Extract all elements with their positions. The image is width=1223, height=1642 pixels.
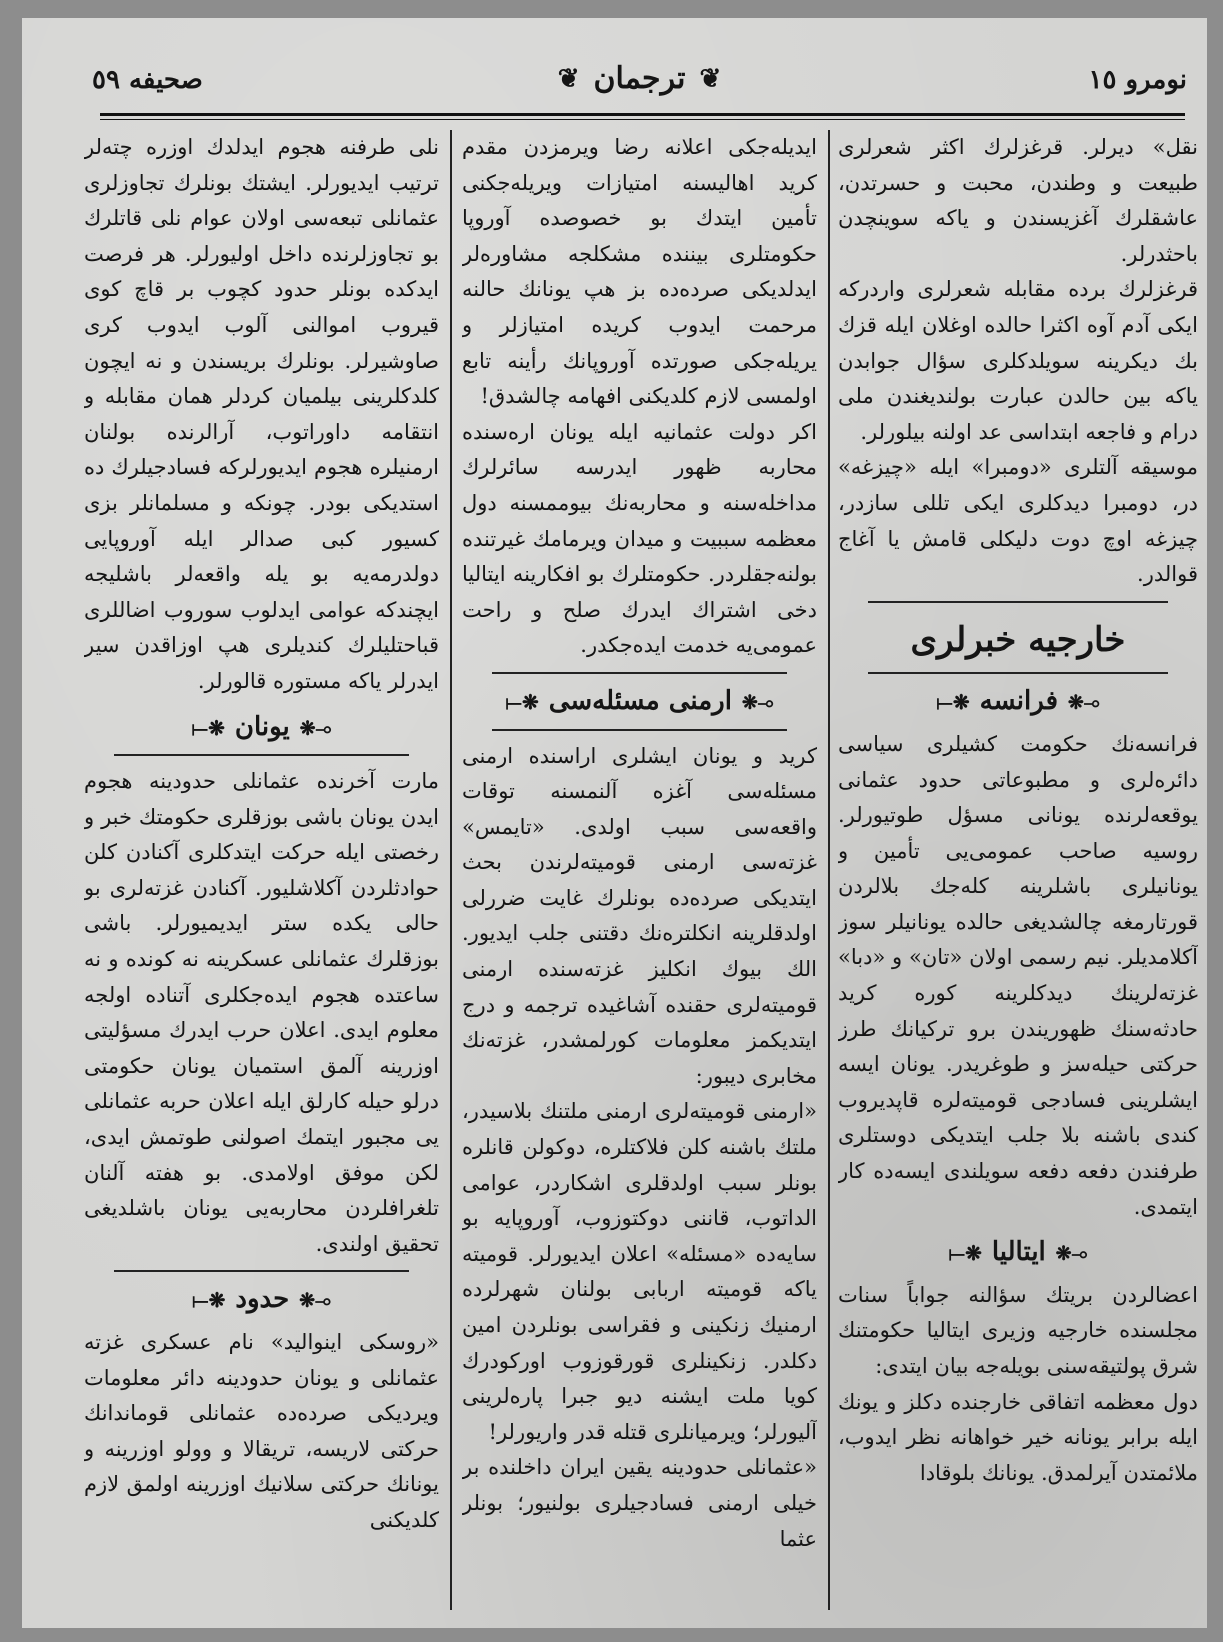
column-divider: [450, 130, 452, 1610]
column-divider: [828, 130, 830, 1610]
paragraph: مارت آخرنده عثمانلی حدودینه هجوم ایدن یونان باشی بوزقلری حكومتك خبر و رخصتی ایله حركت ایتدكلری آكنادن كلن حوادثلردن آكلاشلیور. آكنادن غزته‌لری بو حالی یكده ستر ایدیمیورلر. باشی بوزقلرك عثمانلی عسكرینه نه كونده و نه ساعتده هجوم ایده‌جكلری آتناده اولجه معلوم ایدی. اعلان حرب ایدرك مسؤلیتی اوزرینه آلمق استمیان یونان حكومتی درلو حیله كارلق ایله اعلان حربه عثمانلی یی مجبور ایتمك اصولنی طوتمش ایدی، لكن موفق اولامدی. بو هفته آلنان تلغرافلردن محاربه‌یی یونان باشلدیغی تحقیق اولندی.: [84, 769, 439, 1256]
ornament-icon: ⟜❋: [299, 715, 332, 740]
header-rule: [100, 113, 1185, 116]
ornament-icon: ⟜❋: [1068, 690, 1100, 715]
paragraph: فرانسه‌نك حكومت كشیلری سیاسی دائره‌لری و مطبوعاتی حدود عثمانی یوقعه‌لرنده یونانی مسؤل طوتیورلر. روسیه صاحب عمومی‌یی تأمین و یونانیلری باشلرینه كله‌جك بلالردن قورتارمغه چالشدیغی حالده یونانیلر سوز آكلامدیلر. نیم رسمی اولان «تان» و «دبا» غزته‌لرینك دیدكلرینه كوره كرید حادثه‌سنك ظهوریندن برو تركیانك طرز حركتی حیله‌سز و طوغریدر. یونان ایسه ایشلرینی فسادجی قومیته‌لره قاپدیروب كندی باشنه بلا جلب ایتدیكی دوستلری طرفندن دفعه دفعه سویلندی ایسه‌ده كار ایتمدی.: [838, 731, 1198, 1219]
ornament-icon: ❋⟞: [192, 1288, 226, 1313]
newspaper-page: [22, 18, 1207, 1628]
paragraph: اكر دولت عثمانیه ایله یونان اره‌سنده محاربه ظهور ایدرسه سائرلرك مداخله‌سنه و محاربه‌نك بیوممسنه دول معظمه سببیت و میدان ویرمامك غیرتنده بولنه‌جقلردر. حكومتلرك بو افكارینه ایتالیا دخی اشتراك ایدرك صلح و راحت عمومی‌یه خدمت ایده‌جكدر.: [462, 419, 817, 658]
section-rule: [114, 1270, 409, 1272]
paragraph: «ارمنی قومیته‌لری ارمنی ملتنك بلاسیدر، ملتك باشنه كلن فلاكتلره، دوكولن قانلره بونلر سبب اولدقلری اشكاردر، عوامی الداتوب، قاننی دوكتوزوب، آوروپایه بو سایه‌ده «مسئله» اعلان ایدیورلر. قومیته یاكه قومیته اربابی بولنان شهرلرده ارمنیك زنكینی و فقراسی بونلردن امین دكلدر. زنكینلری قورقوزوب اوركودرك كویا ملت ایشنه دیو جبرا پاره‌لرینی آلیورلر؛ ویرمیانلری قتله قدر واریورلر!: [462, 1099, 817, 1444]
paragraph: اعضالردن بریتك سؤالنه جواباً سنات مجلسنده خارجیه وزیری ایتالیا حكومتنك شرق پولتیقه‌سنی بویله‌جه بیان ایتدی:: [838, 1282, 1198, 1378]
paragraph: موسیقه آلتلری «دومبرا» ایله «چیزغه» در، دومبرا دیدكلری ایكی تللی سازدر، چیزغه اوچ دوت دلیكلی قامش یا آغاج قوالدر.: [838, 455, 1198, 587]
page-header: [92, 53, 1187, 113]
ornament-icon: ❋⟞: [505, 689, 539, 714]
page-number: صحیفه ٥٩: [92, 65, 203, 95]
section-rule: [492, 672, 787, 674]
ornament-icon: ❋⟞: [191, 715, 225, 740]
paragraph: ایدیله‌جكی اعلانه رضا ویرمزدن مقدم كرید اهالیسنه امتیازات ویریله‌جكنی تأمین ایتدك بو خصوصده آوروپا حكومتلری بیننده مشكلجه مشاوره‌لر ایدلدیكی صرده‌ده بز هپ یونانك حالنه مرحمت ایدوب كریده امتیازلر و یریله‌جكی صورتده آوروپانك رأینه تابع اولمسی لازم كلدیكنی افهامه چالشدق!: [462, 135, 817, 409]
subheading-armenian-question: ⟜❋ارمنی مسئله‌سی❋⟞: [505, 685, 774, 716]
section-heading: خارجیه خبرلری: [910, 619, 1126, 660]
paragraph: نلی طرفنه هجوم ایدلدك اوزره چته‌لر ترتیب ایدیورلر. ایشتك بونلرك تجاوزلری عثمانلی تبعه‌سی اولان عوام نلی قاتلرك بو تجاوزلرنده داخل اولیورلر. هر فرصت ایدكده بونلر حدود كچوب بر قاچ كوی قیروب اموالنی آلوب ایدوب كری صاوشیرلر. بونلرك بریسندن و نه ایچون كلدكلرینی بیلمیان كردلر همان مقابله و انتقامه داوراتوب، آرالرنده بولنان ارمنیلره هجوم ایدیورلركه فسادجیلرك ده استدیكی بودر. چونكه و مسلمانلر بزی كسیور كبی صدالر ایله آوروپایی دولدرمه‌یه بو یله واقعه‌لر باشلیجه ایچندكه عوامی ایدلوب سوروب اضاللری قباحتلیلرك كندیلری هپ اوزاقدن سیر ایدرلر یاكه مستوره قالورلر.: [84, 135, 439, 693]
ornament-icon: ⟜❋: [741, 689, 774, 714]
ornament-icon: ⟜❋: [299, 1288, 331, 1313]
ornament-left-icon: ❦: [557, 63, 580, 94]
ornament-icon: ⟜❋: [1055, 1241, 1088, 1266]
section-rule: [492, 729, 787, 731]
paragraph: دول معظمه اتفاقی خارجنده دكلز و یونك ایله برابر یونانه خیر خواهانه نظر ایدوب، ملائمتدن آیرلمدق. یونانك بلوقادا: [838, 1389, 1198, 1485]
masthead: [558, 61, 722, 96]
issue-number: نومرو ١٥: [1088, 65, 1187, 95]
subheading-border: ⟜❋حدود❋⟞: [192, 1284, 331, 1315]
paragraph: نقل» دیرلر. قرغزلرك اكثر شعرلری طبیعت و وطندن، محبت و حسرتدن، عاشقلرك آغزیسندن و یاكه سوینچدن باحثدرلر.: [838, 135, 1198, 266]
subheading-france: ⟜❋فرانسه❋⟞: [936, 686, 1100, 717]
subheading-italy: ⟜❋ایتالیا❋⟞: [948, 1237, 1088, 1268]
left-column: [84, 130, 439, 1605]
right-column: [838, 130, 1198, 1605]
paragraph: «روسكی اینوالید» نام عسكری غزته عثمانلی و یونان حدودینه دائر معلومات ویردیكی صرده‌ده عثمانلی قوماندانك حركتی لاریسه، تریقالا و وولو اوزرینه و یونانك حركتی سلانیك اوزرینه اولمق لازم كلدیكنی: [84, 1330, 439, 1532]
section-rule: [114, 754, 409, 756]
header-rule-thin: [100, 119, 1185, 120]
middle-column: [462, 130, 817, 1605]
ornament-icon: ❋⟞: [948, 1241, 982, 1266]
paragraph: كرید و یونان ایشلری اراسنده ارمنی مسئله‌سی آغزه آلنمسنه توقات واقعه‌سی سبب اولدی. «تایمس» غزته‌سی ارمنی قومیته‌لرندن بحث ایتدیكی صرده‌ده بونلرك غایت ضررلی اولدقلرینه انكلتره‌نك دقتنی جلب ایدیور. الك بیوك انكلیز غزته‌سنده ارمنی قومیته‌لری حقنده آشاغیده ترجمه و درج ایتدیكمز معلومات كورلمشدر، غزته‌نك مخابری دیبور:: [462, 743, 817, 1088]
paragraph: «عثمانلی حدودینه یقین ایران داخلنده بر خیلی ارمنی فسادجیلری بولنیور؛ بونلر عثما: [462, 1455, 817, 1551]
subheading-greece: ⟜❋یونان❋⟞: [191, 711, 332, 742]
paragraph: قرغزلرك برده مقابله شعرلری واردركه ایكی آدم آوه اكثرا حالده اوغلان ایله قزك بك دیكرینه سویلدكلری سؤال جوابدن یاكه بین حالدن عبارت بولندیغندن ملی درام و فاجعه ابتداسی عد اولنه بیلورلر.: [838, 277, 1198, 444]
ornament-icon: ❋⟞: [936, 690, 970, 715]
section-rule: [868, 601, 1168, 603]
ornament-right-icon: ❦: [699, 63, 722, 94]
section-rule: [868, 672, 1168, 674]
newspaper-title: ترجمان: [593, 61, 686, 96]
